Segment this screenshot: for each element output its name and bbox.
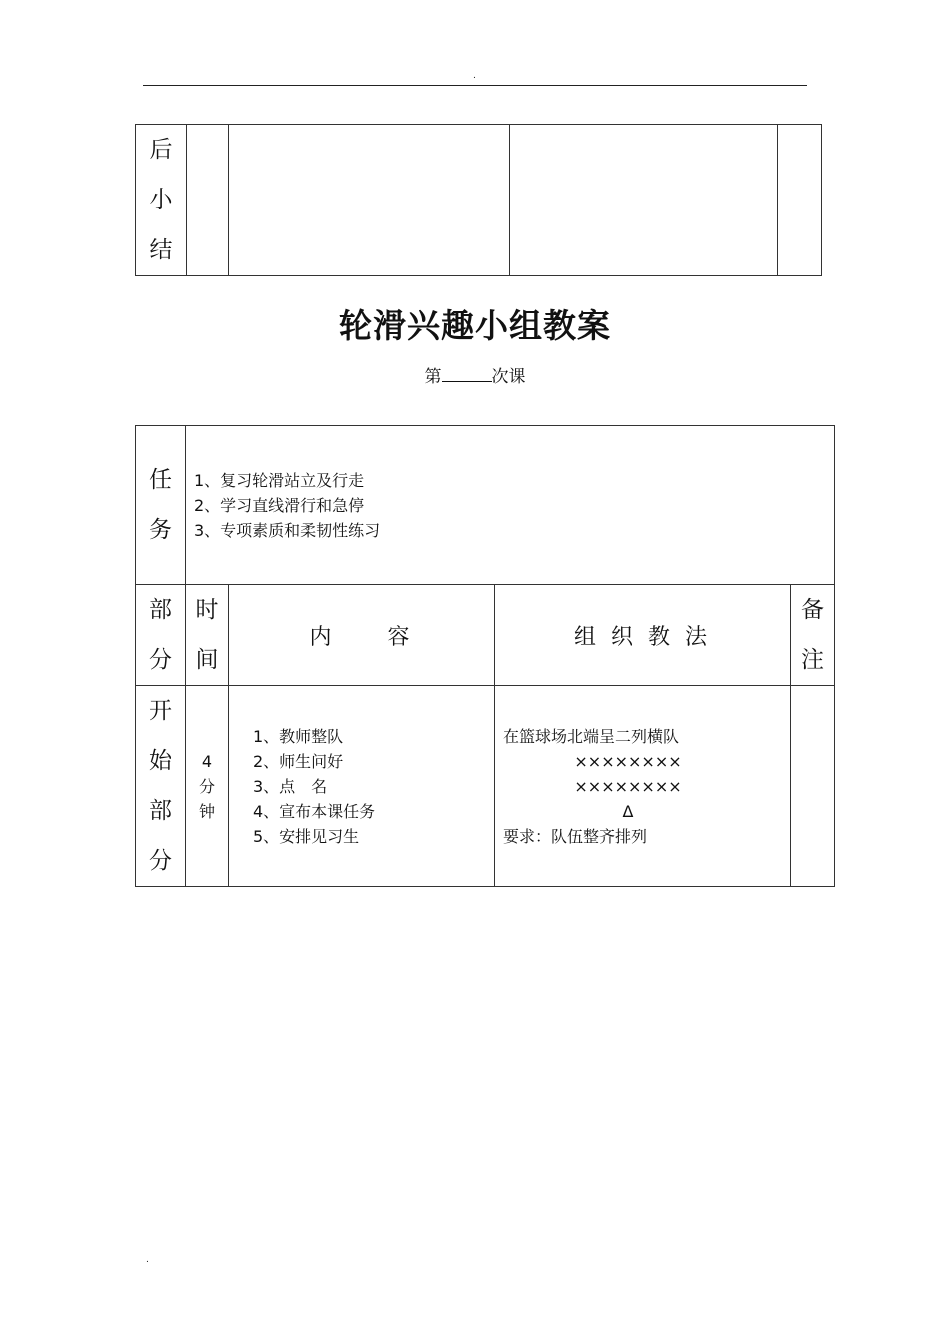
summary-label-char: 后 (149, 137, 173, 163)
formation-row-2: ×××××××× (574, 776, 682, 796)
summary-note-cell (778, 125, 822, 276)
start-section-char: 部 (149, 798, 172, 824)
task-label (136, 426, 186, 585)
task-item: 2、学习直线滑行和急停 (194, 495, 365, 515)
task-label-char: 务 (149, 517, 172, 543)
header-part-char: 分 (149, 647, 172, 673)
lesson-number-line (0, 364, 950, 389)
time-value: 4 (201, 751, 213, 771)
start-section-note (791, 686, 835, 887)
content-item: 1、教师整队 (253, 726, 344, 746)
task-item: 3、专项素质和柔韧性练习 (194, 520, 381, 540)
header-note (791, 585, 835, 686)
method-block (503, 724, 753, 849)
content-item: 3、点 名 (253, 776, 328, 796)
task-label-char: 任 (149, 467, 172, 493)
document-title: 轮滑兴趣小组教案 (339, 306, 611, 345)
header-time-char: 间 (195, 647, 219, 673)
footer-mark: . (146, 1255, 149, 1265)
lesson-number-prefix: 第 (424, 367, 442, 387)
formation-requirement: 要求：队伍整齐排列 (503, 826, 648, 846)
header-part (136, 585, 186, 686)
lesson-plan-table (135, 425, 835, 887)
summary-content-cell (229, 125, 510, 276)
header-note-char: 备 (801, 597, 824, 623)
start-section-char: 始 (149, 748, 172, 774)
previous-summary-table (135, 124, 822, 276)
start-section-label (136, 686, 186, 887)
summary-time-cell (187, 125, 229, 276)
header-part-char: 部 (149, 597, 172, 623)
content-item: 4、宣布本课任务 (253, 801, 376, 821)
start-section-char: 分 (149, 848, 172, 874)
header-note-char: 注 (801, 647, 824, 673)
header-mark: . (473, 71, 476, 81)
summary-label (136, 125, 187, 276)
header-method: 组 织 教 法 (495, 585, 791, 686)
content-item: 2、师生问好 (253, 751, 344, 771)
formation-row-1: ×××××××× (574, 751, 682, 771)
start-section-time (186, 686, 229, 887)
start-section-char: 开 (149, 698, 172, 724)
content-item: 5、安排见习生 (253, 826, 360, 846)
summary-method-cell (510, 125, 778, 276)
task-item: 1、复习轮滑站立及行走 (194, 470, 365, 490)
task-list (194, 468, 834, 543)
header-content: 内 容 (229, 585, 495, 686)
teacher-position-mark: Δ (622, 801, 634, 821)
start-section-method (495, 686, 791, 887)
summary-label-char: 小 (149, 187, 173, 213)
start-section-content (229, 686, 495, 887)
task-list-cell (186, 426, 835, 585)
summary-label-char: 结 (149, 237, 173, 263)
header-rule (143, 85, 807, 86)
content-list (253, 724, 494, 849)
formation-description: 在篮球场北端呈二列横队 (503, 726, 680, 746)
header-time (186, 585, 229, 686)
time-unit-char: 分 (198, 776, 215, 796)
lesson-number-blank (442, 364, 492, 382)
lesson-number-suffix: 次课 (491, 367, 526, 387)
header-time-char: 时 (195, 597, 219, 623)
time-unit-char: 钟 (198, 801, 215, 821)
